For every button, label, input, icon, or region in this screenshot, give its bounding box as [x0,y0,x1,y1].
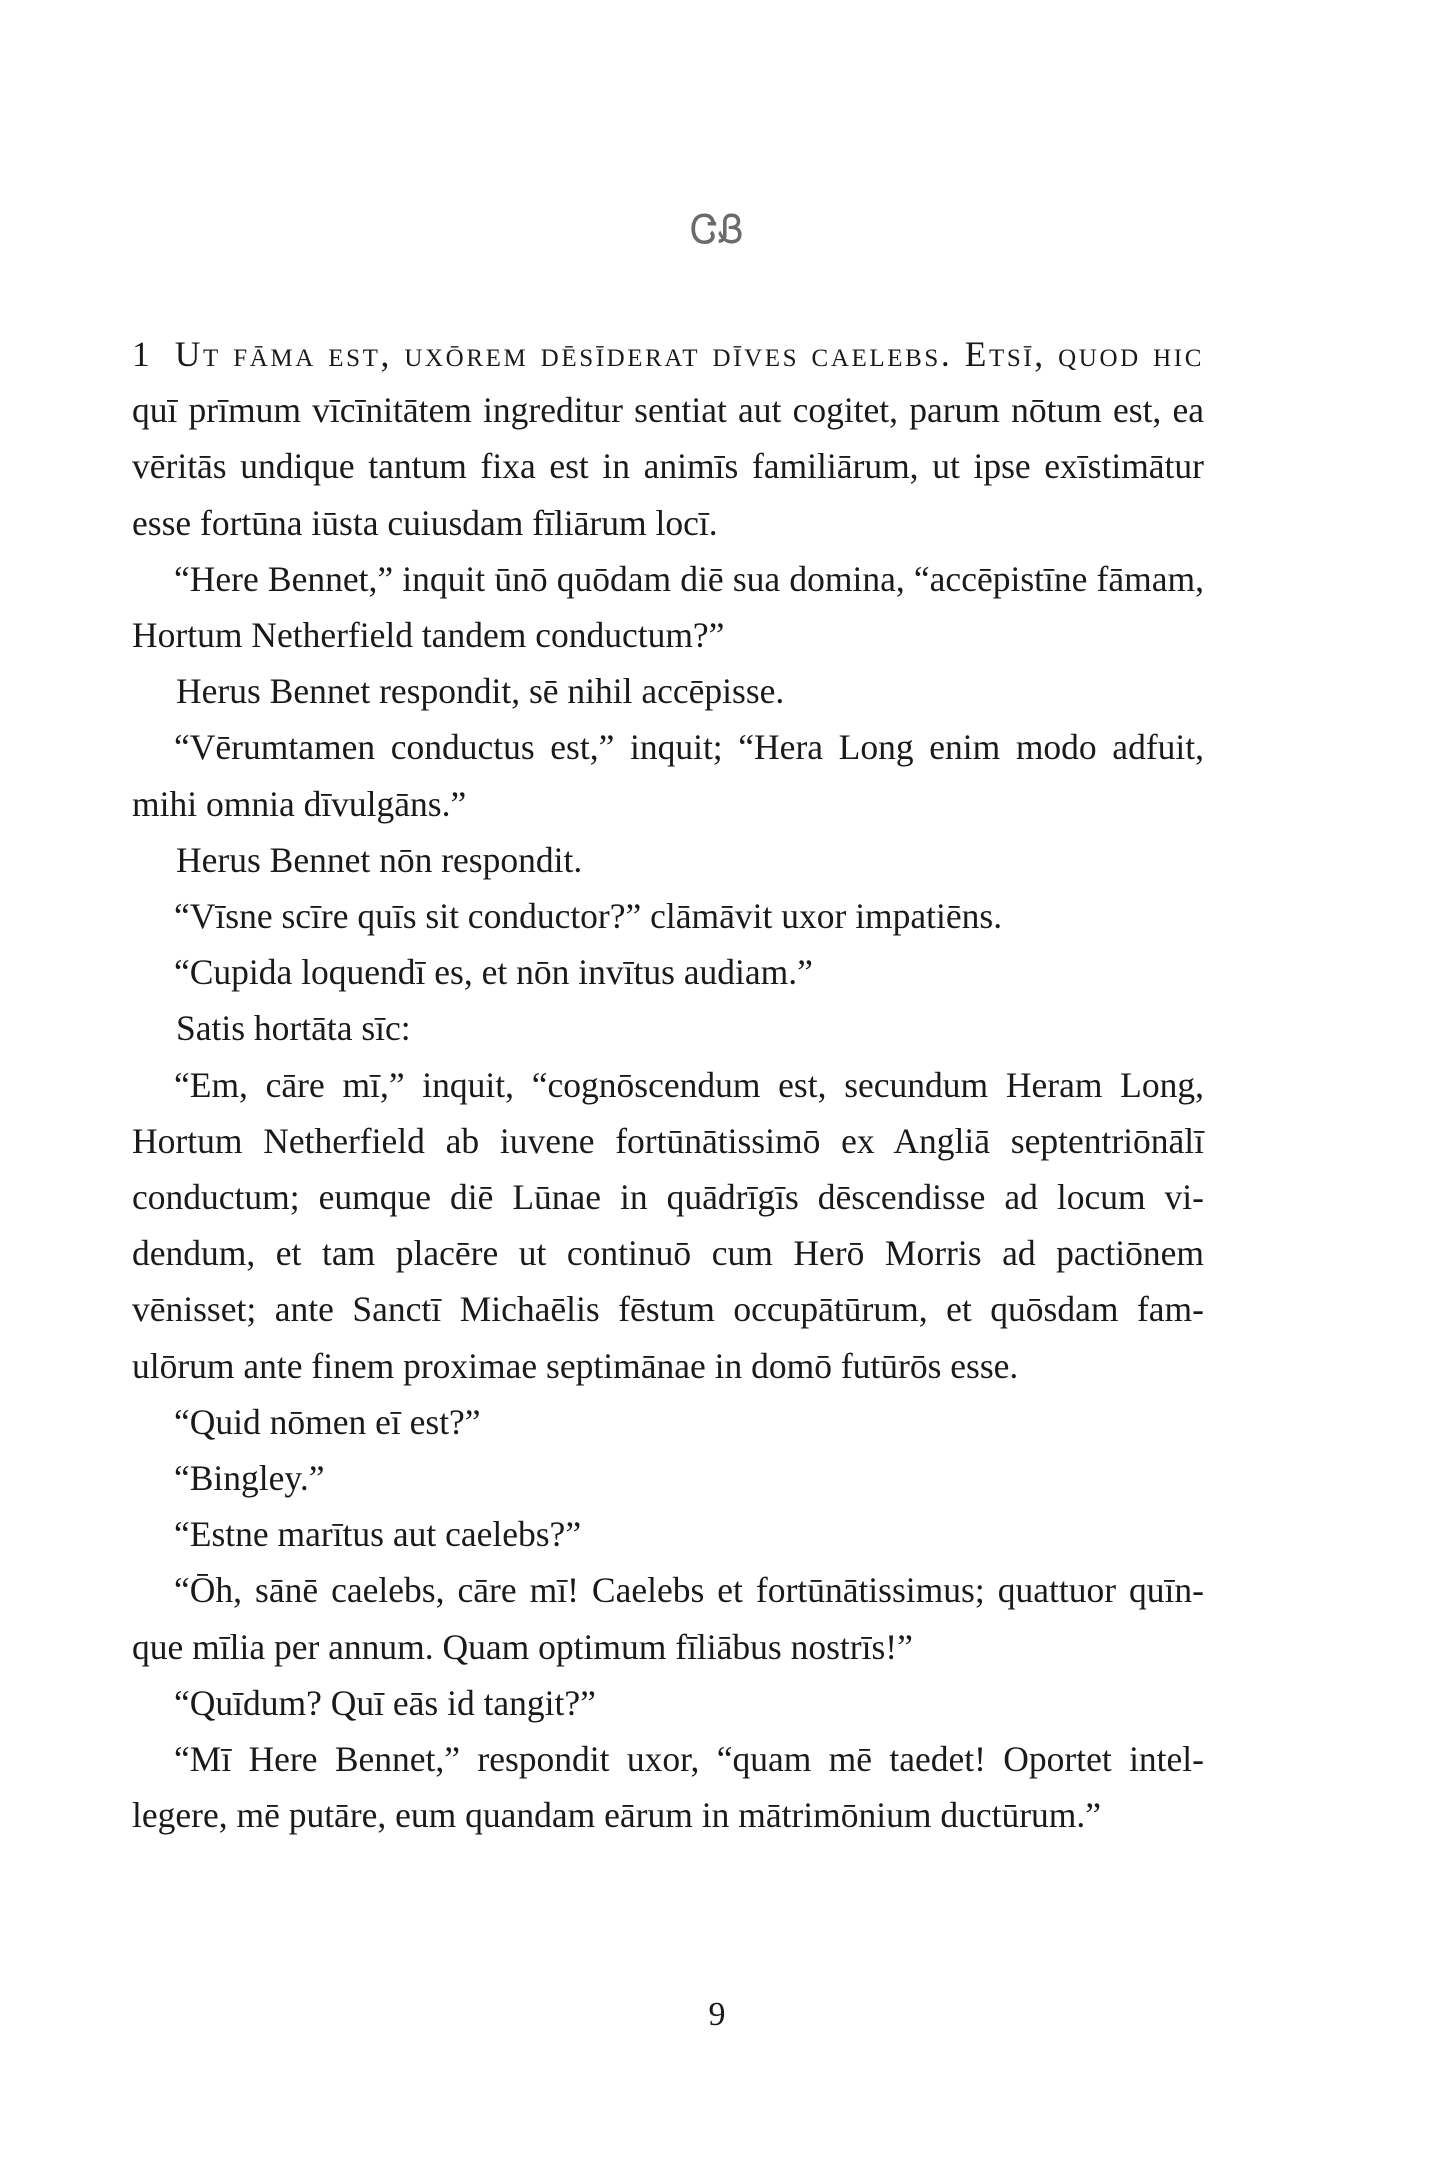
paragraph: “Quid nōmen eī est?” [174,1401,481,1442]
chapter-opening-rest: quī prīmum vīcīnitātem ingreditur sentiat aut cogitet, parum nōtum est, ea vēritās undique tantum fixa est in animīs familiārum, ut ipse exīstimātur esse fortūna iūsta cuiusdam fīliārum locī. [132,390,1204,543]
paragraph: “Vērumtamen conductus est,” inquit; “Hera Long enim modo adfuit, mihi omnia dīvulgāns.” [132,727,1204,824]
page-number: 9 [708,1996,726,2033]
paragraph: “Vīsne scīre quīs sit conductor?” clāmāvit uxor impatiēns. [174,896,1003,937]
paragraph: Herus Bennet respondit, sē nihil accēpisse. [176,671,785,712]
chapter-opening-smallcaps: Ut fāma est, uxōrem dēsīderat dīves caelebs. Etsī, quod hic [174,334,1204,374]
paragraph: Herus Bennet nōn respondit. [176,839,583,880]
paragraph: “Quīdum? Quī eās id tangit?” [174,1682,596,1723]
paragraph: “Em, cāre mī,” inquit, “cognōscendum est, secundum Heram Long, Hortum Netherfield ab iuvene fortūnātissimō ex Angliā septentriōnālī conductum; eumque diē Lūnae in quādrīgīs dēscendisse ad locum videndum, et tam placēre ut continuō cum Herō Morris ad pactiōnem vēnisset; ante Sanctī Michaēlis fēstum occupātūrum, et quōsdam famulōrum ante finem proximae septimānae in domō futūrōs esse. [132,1064,1204,1386]
paragraph: Satis hortāta sīc: [176,1008,411,1049]
paragraph: “Mī Here Bennet,” respondit uxor, “quam mē taedet! Oportet intellegere, mē putāre, eum quandam eārum in mātrimōnium ductūrum.” [132,1739,1204,1836]
fleuron-ornament-icon: ᏣᏰ [690,207,744,253]
paragraph: “Cupida loquendī es, et nōn invītus audiam.” [174,952,813,993]
paragraph: “Bingley.” [174,1458,325,1499]
body-text [132,326,1204,1843]
paragraph: “Ōh, sānē caelebs, cāre mī! Caelebs et fortūnātissimus; quattuor quīnque mīlia per annum. Quam optimum fīliābus nostrīs!” [132,1570,1204,1667]
chapter-opening-paragraph [132,326,1204,551]
chapter-number: 1 [132,334,151,374]
paragraph: “Estne marītus aut caelebs?” [174,1514,582,1555]
paragraph: “Here Bennet,” inquit ūnō quōdam diē sua domina, “accēpistīne fāmam, Hortum Netherfield tandem conductum?” [132,558,1204,656]
